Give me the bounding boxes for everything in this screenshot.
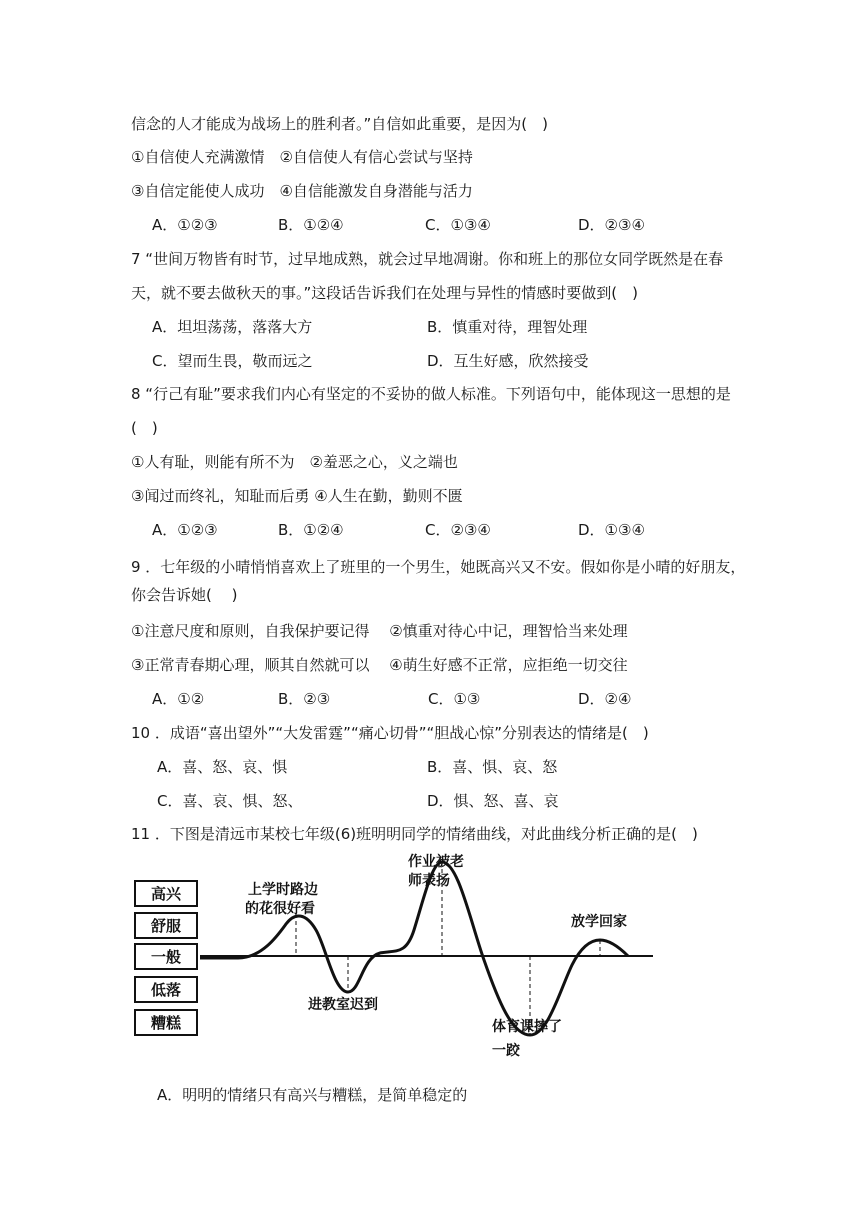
level-label-comfortable: 舒服: [150, 917, 182, 935]
q10-stem: 10 ．成语“喜出望外”“大发雷霆”“痛心切骨”“胆战心惊”分别表达的情绪是( ): [131, 724, 649, 742]
annotation-late-to-class: 进教室迟到: [308, 997, 378, 1013]
level-label-happy: 高兴: [150, 885, 182, 903]
annotation-roadside-flowers: 的花很好看: [245, 901, 315, 917]
q6-option-d[interactable]: D．②③④: [578, 216, 645, 234]
annotation-roadside-flowers: 上学时路边: [248, 882, 318, 898]
q8-option-c[interactable]: C．②③④: [425, 521, 491, 539]
q6-stem: 信念的人才能成为战场上的胜利者。”自信如此重要，是因为( ): [131, 115, 548, 133]
q8-item: ①人有耻，则能有所不为 ②羞恶之心，义之端也: [131, 453, 458, 471]
q8-item: ③闻过而终礼，知耻而后勇 ④人生在勤，勤则不匮: [131, 487, 463, 505]
q6-option-c[interactable]: C．①③④: [425, 216, 491, 234]
level-label-normal: 一般: [150, 948, 182, 966]
annotation-go-home: 放学回家: [571, 914, 627, 930]
level-box-happy: [135, 881, 197, 906]
level-box-normal: [135, 944, 197, 969]
q9-option-d[interactable]: D．②④: [578, 690, 632, 708]
q9-stem: 9 ．七年级的小晴悄悄喜欢上了班里的一个男生，她既高兴又不安。假如你是小晴的好朋友，: [131, 558, 746, 576]
q8-option-b[interactable]: B．①②④: [278, 521, 344, 539]
q9-stem: 你会告诉她( ): [131, 586, 238, 604]
q7-option-b[interactable]: B．慎重对待，理智处理: [427, 318, 588, 336]
level-label-low: 低落: [150, 981, 182, 999]
q8-option-a[interactable]: A．①②③: [152, 521, 218, 539]
annotation-praised: 师表扬: [408, 873, 450, 889]
emotion-curve: [200, 862, 628, 1035]
level-box-comfortable: [135, 913, 197, 938]
q6-item: ③自信定能使人成功 ④自信能激发自身潜能与活力: [131, 182, 473, 200]
q9-item: ①注意尺度和原则，自我保护要记得 ②慎重对待心中记，理智恰当来处理: [131, 622, 628, 640]
level-box-low: [135, 977, 197, 1002]
q6-option-a[interactable]: A．①②③: [152, 216, 218, 234]
q9-item: ③正常青春期心理，顺其自然就可以 ④萌生好感不正常，应拒绝一切交往: [131, 656, 628, 674]
q7-stem: 天，就不要去做秋天的事。”这段话告诉我们在处理与异性的情感时要做到( ): [131, 284, 638, 302]
q9-option-c[interactable]: C．①③: [428, 690, 481, 708]
annotation-praised: 作业被老: [408, 854, 464, 870]
q8-stem: ( ): [131, 419, 158, 437]
q6-item: ①自信使人充满激情 ②自信使人有信心尝试与坚持: [131, 148, 473, 166]
q9-option-b[interactable]: B．②③: [278, 690, 331, 708]
q11-option-a[interactable]: A．明明的情绪只有高兴与糟糕，是简单稳定的: [157, 1086, 468, 1104]
q10-option-a[interactable]: A．喜、怒、哀、惧: [157, 758, 288, 776]
q9-option-a[interactable]: A．①②: [152, 690, 205, 708]
q7-option-a[interactable]: A．坦坦荡荡，落落大方: [152, 318, 313, 336]
q7-stem: 7 “世间万物皆有时节，过早地成熟，就会过早地凋谢。你和班上的那位女同学既然是在春: [131, 250, 724, 268]
annotation-pe-fall: 体育课摔了: [492, 1019, 562, 1035]
q10-option-c[interactable]: C．喜、哀、惧、怒、: [157, 792, 303, 810]
level-label-bad: 糟糕: [150, 1014, 182, 1032]
q8-stem: 8 “行己有耻”要求我们内心有坚定的不妥协的做人标准。下列语句中，能体现这一思想的是: [131, 385, 731, 403]
q6-option-b[interactable]: B．①②④: [278, 216, 344, 234]
q11-stem: 11 ．下图是清远市某校七年级(6)班明明同学的情绪曲线，对此曲线分析正确的是( ): [131, 825, 698, 843]
q10-option-b[interactable]: B．喜、惧、哀、怒: [427, 758, 558, 776]
q7-option-c[interactable]: C．望而生畏，敬而远之: [152, 352, 313, 370]
q8-option-d[interactable]: D．①③④: [578, 521, 645, 539]
q7-option-d[interactable]: D．互生好感，欣然接受: [427, 352, 589, 370]
level-box-bad: [135, 1010, 197, 1035]
q10-option-d[interactable]: D．惧、怒、喜、哀: [427, 792, 559, 810]
annotation-pe-fall: 一跤: [492, 1043, 520, 1059]
